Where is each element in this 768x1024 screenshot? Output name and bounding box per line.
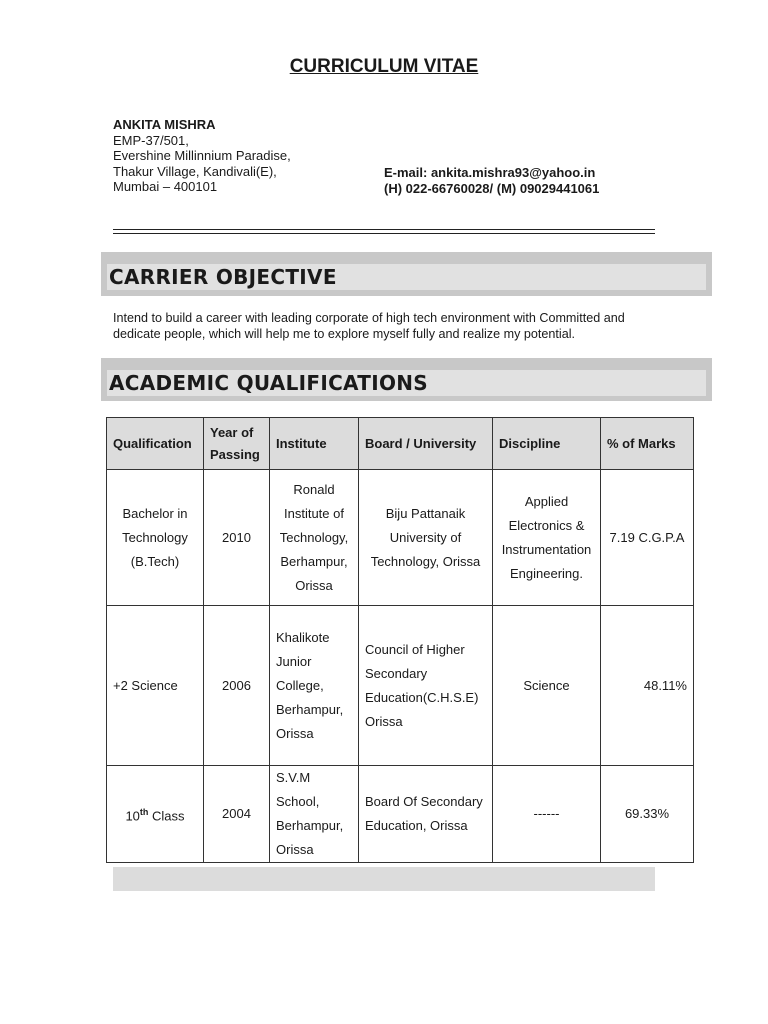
- institute-cell: S.V.M School, Berhampur, Orissa: [270, 766, 359, 863]
- board-cell: Biju Pattanaik University of Technology, Orissa: [359, 470, 493, 606]
- marks-cell: 7.19 C.G.P.A: [601, 470, 694, 606]
- board-cell: Board Of Secondary Education, Orissa: [359, 766, 493, 863]
- column-header: Institute: [270, 418, 359, 470]
- discipline-cell: ------: [493, 766, 601, 863]
- address-line: EMP-37/501,: [113, 132, 189, 148]
- board-cell: Council of Higher Secondary Education(C.H.S.E) Orissa: [359, 606, 493, 766]
- table-header-row: [107, 418, 694, 470]
- marks-cell: 69.33%: [601, 766, 694, 863]
- qualification-superscript: th: [139, 806, 149, 817]
- qualifications-table: [106, 417, 694, 863]
- address-line: Thakur Village, Kandivali(E),: [113, 163, 277, 179]
- year-cell: 2006: [204, 606, 270, 766]
- candidate-name: ANKITA MISHRA: [113, 117, 216, 132]
- phone-line: (H) 022-66760028/ (M) 09029441061: [384, 180, 600, 196]
- discipline-cell: Applied Electronics & Instrumentation Engineering.: [493, 470, 601, 606]
- institute-cell: Ronald Institute of Technology, Berhampur, Orissa: [270, 470, 359, 606]
- address-line: Mumbai – 400101: [113, 179, 218, 195]
- institute-cell: Khalikote Junior College, Berhampur, Orissa: [270, 606, 359, 766]
- qualification-base: 10: [125, 808, 140, 824]
- section-title: CARRIER OBJECTIVE: [107, 264, 706, 290]
- qualification-cell: +2 Science: [107, 606, 204, 766]
- divider: [113, 233, 655, 234]
- qualification-cell: Bachelor in Technology (B.Tech): [107, 470, 204, 606]
- address-line: Evershine Millinnium Paradise,: [113, 148, 291, 164]
- year-cell: 2004: [204, 766, 270, 863]
- column-header: % of Marks: [601, 418, 694, 470]
- section-title: ACADEMIC QUALIFICATIONS: [107, 370, 706, 396]
- section-header-objective: [101, 252, 712, 296]
- column-header: Board / University: [359, 418, 493, 470]
- document-title: CURRICULUM VITAE: [289, 56, 479, 77]
- discipline-cell: Science: [493, 606, 601, 766]
- column-header: Year of Passing: [204, 418, 270, 470]
- year-cell: 2010: [204, 470, 270, 606]
- contact-block: [384, 165, 599, 196]
- section-header-bar: [113, 867, 655, 891]
- address-block: [113, 117, 291, 195]
- column-header: Qualification: [107, 418, 204, 470]
- column-header: Discipline: [493, 418, 601, 470]
- table-row: [107, 606, 694, 766]
- table-row: [107, 470, 694, 606]
- qualification-tail: Class: [148, 808, 185, 824]
- email-line: E-mail: ankita.mishra93@yahoo.in: [384, 165, 596, 180]
- qualification-cell: [107, 766, 204, 863]
- divider: [113, 229, 655, 230]
- marks-cell: 48.11%: [601, 606, 694, 766]
- section-header-academics: [101, 358, 712, 401]
- objective-text: Intend to build a career with leading corporate of high tech environment with Committed and dedicate people, which will help me to explore myself fully and realize my potential.: [113, 311, 625, 341]
- table-row: [107, 766, 694, 863]
